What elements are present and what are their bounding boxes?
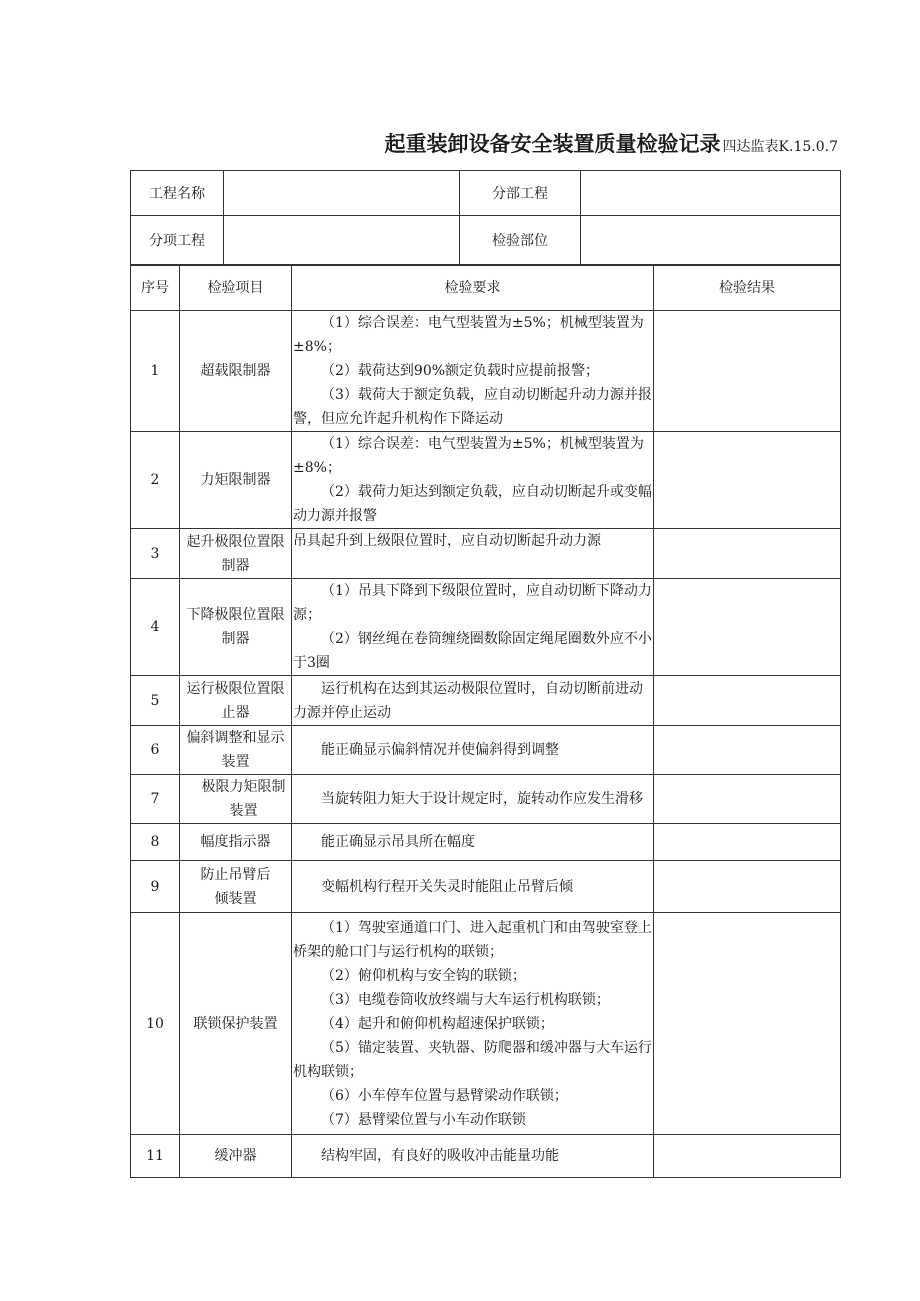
requirement-line: （2）载荷达到90%额定负载时应提前报警； <box>321 363 600 379</box>
row-requirement <box>292 913 654 1135</box>
form-code: 四达监表K.15.0.7 <box>722 139 838 155</box>
requirement-line: （1）驾驶室通道口门、进入起重机门和由驾驶室登上桥架的舱口门与运行机构的联锁； <box>293 919 652 960</box>
column-header-row <box>131 266 841 311</box>
table-row <box>131 726 841 775</box>
col-result: 检验结果 <box>654 266 841 311</box>
requirement-line: （2）钢丝绳在卷筒缠绕圈数除固定绳尾圈数外应不小于3圈 <box>293 631 652 671</box>
requirement-line: 当旋转阻力矩大于设计规定时，旋转动作应发生滑移 <box>321 791 643 807</box>
inspection-table <box>130 265 841 1178</box>
document-title: 起重装卸设备安全装置质量检验记录 <box>384 132 721 156</box>
requirement-line: 能正确显示偏斜情况并使偏斜得到调整 <box>321 742 559 758</box>
requirement-line: （1）综合误差：电气型装置为±5%；机械型装置为±8%； <box>293 436 644 476</box>
row-seq: 10 <box>131 913 180 1135</box>
row-seq: 2 <box>131 432 180 529</box>
row-requirement <box>292 726 654 775</box>
row-item: 运行极限位置限止器 <box>180 676 292 726</box>
row-result[interactable] <box>654 824 841 861</box>
project-name-field[interactable] <box>224 171 460 216</box>
table-row <box>131 676 841 726</box>
row-seq: 6 <box>131 726 180 775</box>
col-seq: 序号 <box>131 266 180 311</box>
table-row <box>131 579 841 676</box>
row-requirement <box>292 676 654 726</box>
row-result[interactable] <box>654 913 841 1135</box>
table-row <box>131 775 841 824</box>
row-seq: 8 <box>131 824 180 861</box>
row-item: 极限力矩限制装置 <box>180 775 292 824</box>
division-field[interactable] <box>581 171 841 216</box>
row-result[interactable] <box>654 1135 841 1178</box>
requirement-line: （7）悬臂梁位置与小车动作联锁 <box>321 1111 526 1128</box>
requirement-line: （1）综合误差：电气型装置为±5%；机械型装置为±8%； <box>293 315 644 355</box>
row-item: 力矩限制器 <box>180 432 292 529</box>
requirement-line: 变幅机构行程开关失灵时能阻止吊臂后倾 <box>321 878 573 895</box>
subitem-field[interactable] <box>224 216 460 265</box>
row-result[interactable] <box>654 676 841 726</box>
row-seq: 3 <box>131 529 180 579</box>
table-row <box>131 432 841 529</box>
row-result[interactable] <box>654 579 841 676</box>
requirement-line: （2）俯仰机构与安全钩的联锁； <box>321 967 526 984</box>
row-requirement <box>292 861 654 913</box>
row-requirement <box>292 432 654 529</box>
row-item: 防止吊臂后倾装置 <box>180 861 292 913</box>
row-item: 联锁保护装置 <box>180 913 292 1135</box>
row-item: 幅度指示器 <box>180 824 292 861</box>
row-seq: 5 <box>131 676 180 726</box>
requirement-line: 能正确显示吊具所在幅度 <box>321 834 475 850</box>
location-label: 检验部位 <box>460 216 581 265</box>
table-row <box>131 1135 841 1178</box>
row-requirement <box>292 529 654 579</box>
requirement-line: 运行机构在达到其运动极限位置时，自动切断前进动力源并停止运动 <box>293 680 643 721</box>
table-row <box>131 861 841 913</box>
header-table <box>130 170 841 265</box>
row-requirement <box>292 824 654 861</box>
division-label: 分部工程 <box>460 171 581 216</box>
row-requirement <box>292 1135 654 1178</box>
project-name-label: 工程名称 <box>131 171 224 216</box>
location-field[interactable] <box>581 216 841 265</box>
row-seq: 7 <box>131 775 180 824</box>
subitem-label: 分项工程 <box>131 216 224 265</box>
row-item: 起升极限位置限制器 <box>180 529 292 579</box>
requirement-line: （3）电缆卷筒收放终端与大车运行机构联锁； <box>321 991 610 1008</box>
col-requirement: 检验要求 <box>292 266 654 311</box>
table-row <box>131 913 841 1135</box>
row-seq: 9 <box>131 861 180 913</box>
table-row <box>131 311 841 432</box>
row-requirement <box>292 579 654 676</box>
row-requirement <box>292 311 654 432</box>
row-result[interactable] <box>654 775 841 824</box>
requirement-line: 结构牢固，有良好的吸收冲击能量功能 <box>321 1148 559 1164</box>
header-row-2 <box>131 216 841 265</box>
row-result[interactable] <box>654 861 841 913</box>
row-seq: 1 <box>131 311 180 432</box>
row-item: 下降极限位置限制器 <box>180 579 292 676</box>
row-result[interactable] <box>654 311 841 432</box>
table-row <box>131 824 841 861</box>
row-item: 缓冲器 <box>180 1135 292 1178</box>
row-result[interactable] <box>654 432 841 529</box>
requirement-line: （5）锚定装置、夹轨器、防爬器和缓冲器与大车运行机构联锁； <box>293 1039 652 1080</box>
row-seq: 11 <box>131 1135 180 1178</box>
title-block <box>0 128 838 158</box>
col-item: 检验项目 <box>180 266 292 311</box>
requirement-line: （3）载荷大于额定负载，应自动切断起升动力源并报警，但应允许起升机构作下降运动 <box>293 387 652 427</box>
requirement-line: （2）载荷力矩达到额定负载，应自动切断起升或变幅动力源并报警 <box>293 484 652 524</box>
header-row-1 <box>131 171 841 216</box>
requirement-line: （1）吊具下降到下级限位置时，应自动切断下降动力源； <box>293 583 652 623</box>
row-seq: 4 <box>131 579 180 676</box>
row-item: 偏斜调整和显示装置 <box>180 726 292 775</box>
row-result[interactable] <box>654 726 841 775</box>
requirement-line: （4）起升和俯仰机构超速保护联锁； <box>321 1015 554 1032</box>
requirement-line: 吊具起升到上级限位置时，应自动切断起升动力源 <box>293 533 601 549</box>
row-item: 超载限制器 <box>180 311 292 432</box>
table-row <box>131 529 841 579</box>
row-requirement <box>292 775 654 824</box>
requirement-line: （6）小车停车位置与悬臂梁动作联锁； <box>321 1087 568 1104</box>
row-result[interactable] <box>654 529 841 579</box>
